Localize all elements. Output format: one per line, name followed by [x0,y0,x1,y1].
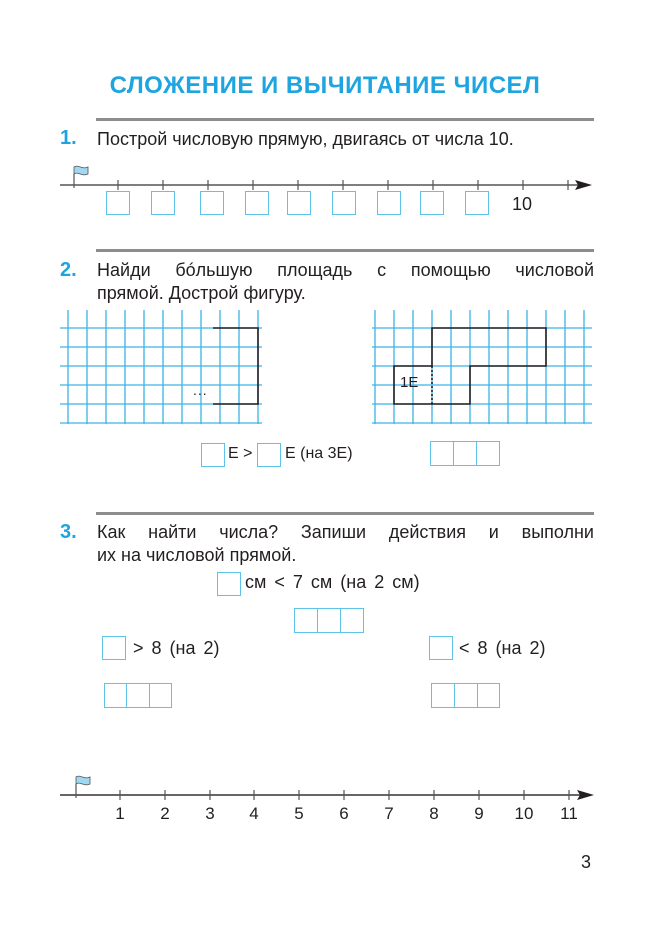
tick-label: 6 [339,804,349,823]
answer-box[interactable] [465,191,489,215]
tick-label: 7 [384,804,394,823]
answer-box[interactable] [453,441,477,466]
task-3-text-line-1: Как найти числа? Запиши действия и выполни [97,522,594,542]
expression-right: < 8 (на 2) [459,638,546,658]
tick-label: 11 [560,804,578,823]
left-grid-figure [58,308,278,428]
task-1-text: Построй числовую прямую, двигаясь от числа 10. [97,129,514,149]
answer-box[interactable] [317,608,341,633]
answer-box[interactable] [430,441,454,466]
section-divider-3 [96,512,594,515]
answer-box[interactable] [201,443,225,467]
tick-label: 9 [474,804,484,823]
answer-box[interactable] [454,683,478,708]
answer-box[interactable] [200,191,224,215]
flag-icon [76,776,90,785]
task-3-number: 3. [60,521,77,543]
tick-label: 8 [429,804,439,823]
answer-box[interactable] [102,636,126,660]
flag-icon [74,166,88,175]
expression-part-2: Е (на 3Е) [285,445,353,462]
answer-box[interactable] [151,191,175,215]
answer-box[interactable] [287,191,311,215]
tick-label-10: 10 [512,194,533,214]
answer-box[interactable] [104,683,127,708]
expression-part-1: Е > [228,445,253,462]
answer-box[interactable] [332,191,356,215]
task-2-text-line-1: Найди бóльшую площадь с помощью числовой [97,260,594,280]
answer-box[interactable] [126,683,150,708]
tick-label: 4 [249,804,259,823]
expression-left: > 8 (на 2) [133,638,220,658]
task-1-number: 1. [60,127,77,149]
answer-box[interactable] [340,608,364,633]
ellipsis: ... [193,382,208,398]
task-2-text-line-2: прямой. Дострой фигуру. [97,283,306,303]
task-3-text-line-2: их на числовой прямой. [97,545,297,565]
answer-box[interactable] [429,636,453,660]
answer-box[interactable] [149,683,172,708]
task-3-number-line [0,770,650,810]
answer-box[interactable] [217,572,241,596]
answer-box[interactable] [431,683,455,708]
answer-box[interactable] [294,608,318,633]
answer-box[interactable] [420,191,444,215]
answer-box[interactable] [245,191,269,215]
right-grid-figure [370,308,600,428]
task-1-number-line [0,160,650,220]
answer-box[interactable] [477,683,500,708]
answer-box[interactable] [106,191,130,215]
section-divider-2 [96,249,594,252]
answer-box[interactable] [257,443,281,467]
tick-label: 1 [115,804,125,823]
expression-center: см < 7 см (на 2 см) [245,572,420,592]
page-title: СЛОЖЕНИЕ И ВЫЧИТАНИЕ ЧИСЕЛ [109,72,541,99]
unit-label: 1Е [400,374,419,391]
tick-label: 2 [160,804,170,823]
answer-box[interactable] [476,441,500,466]
answer-box[interactable] [377,191,401,215]
tick-label: 5 [294,804,304,823]
tick-label: 10 [514,804,534,823]
section-divider-1 [96,118,594,121]
tick-label: 3 [205,804,215,823]
page-number: 3 [581,852,592,872]
task-2-number: 2. [60,259,77,281]
